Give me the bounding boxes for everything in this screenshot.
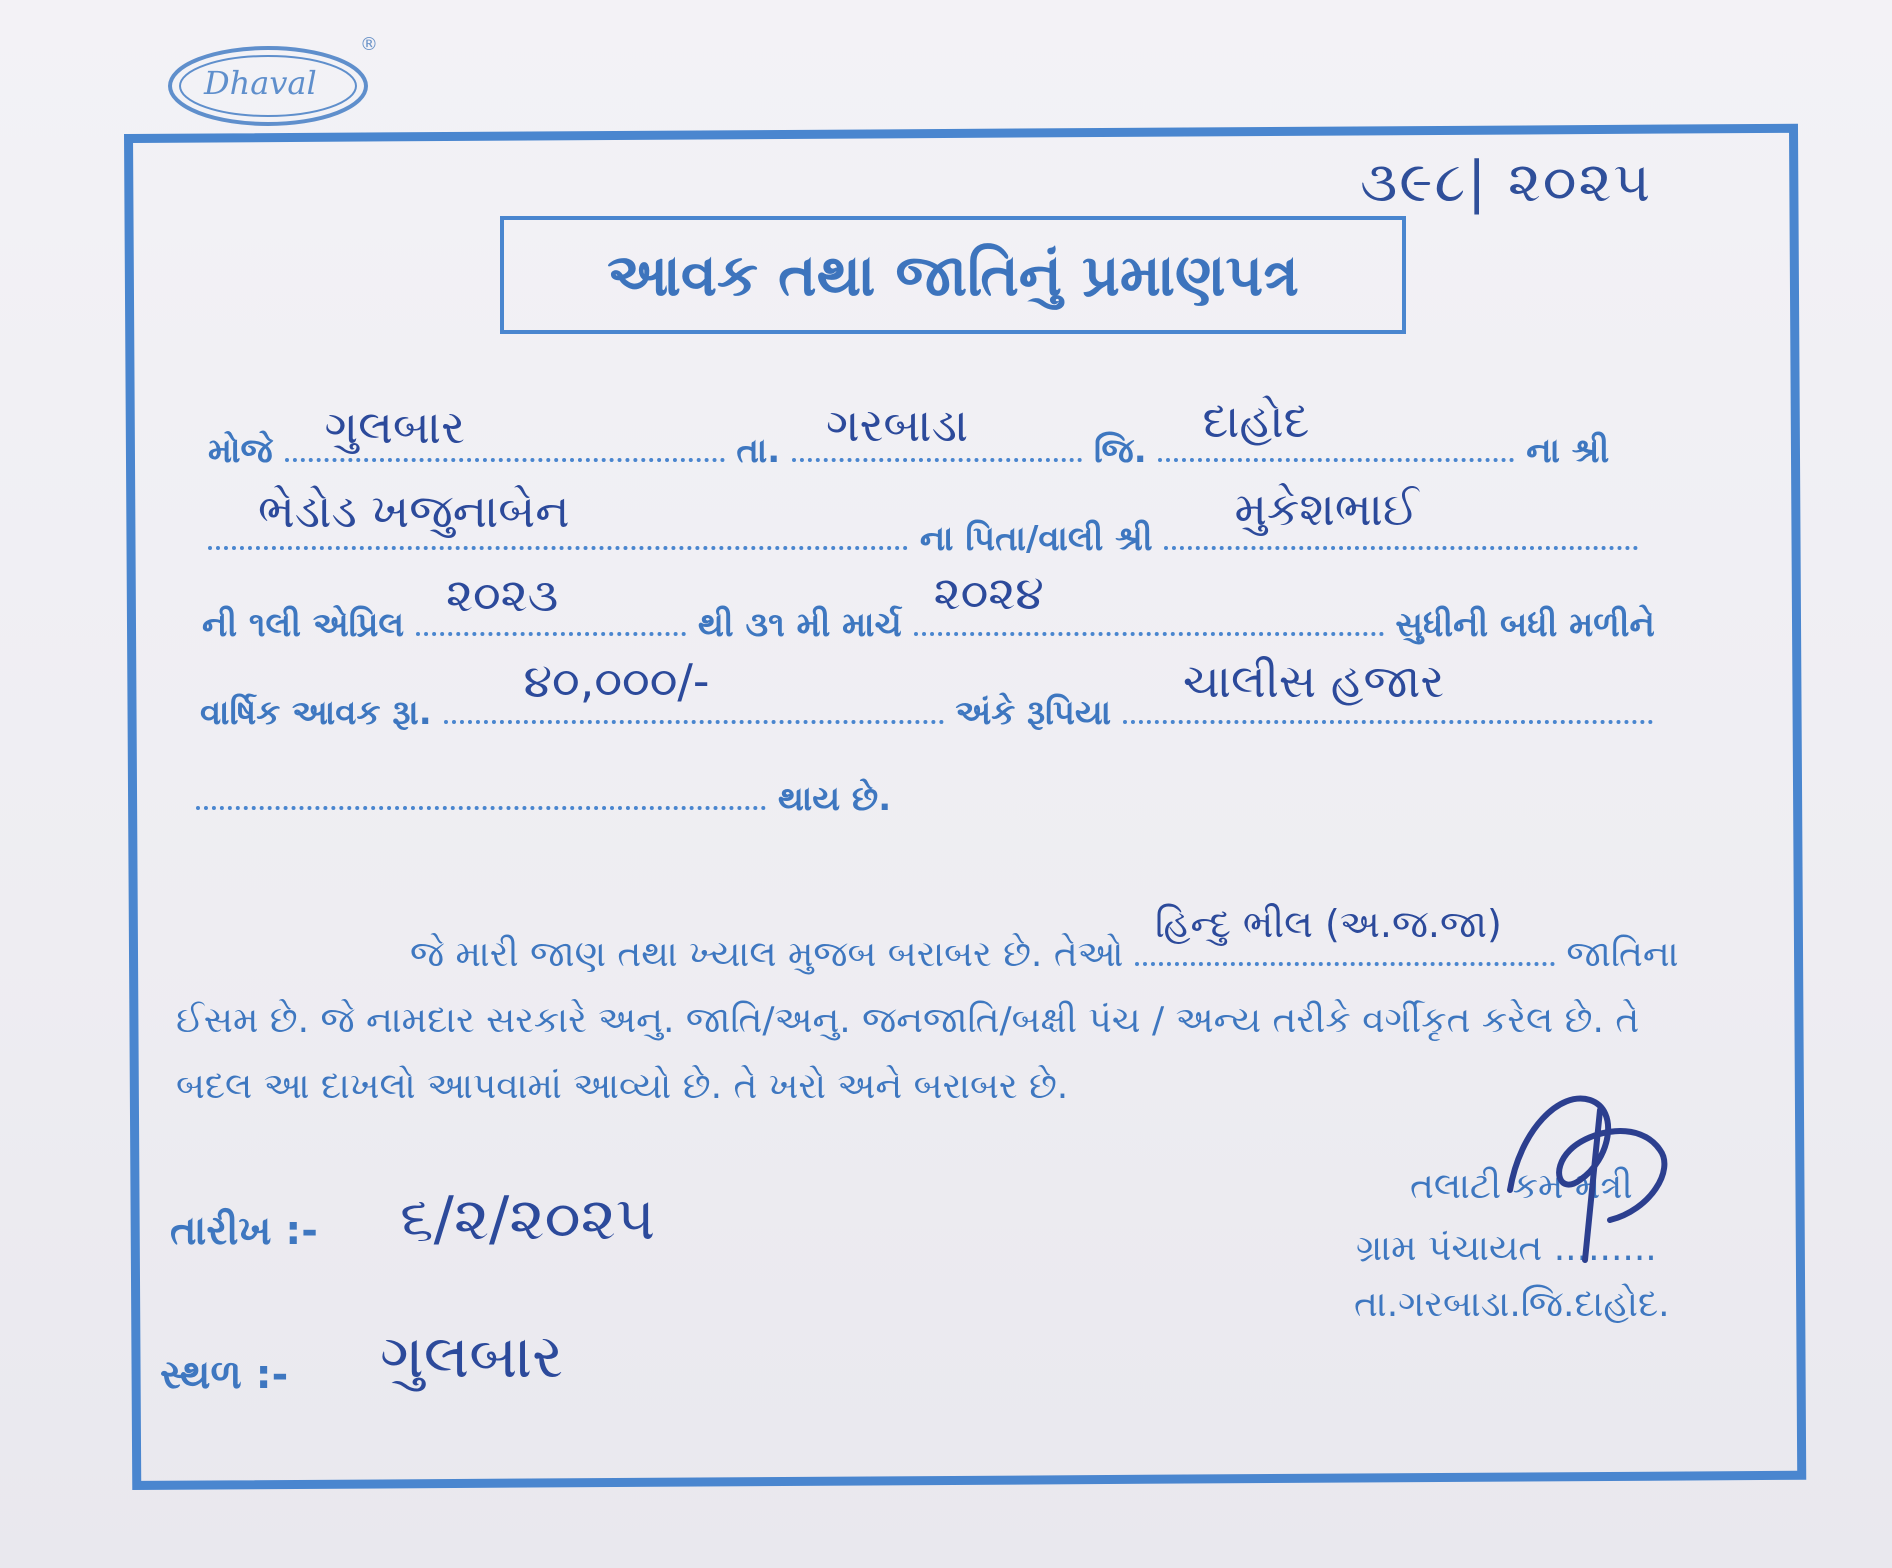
name-value: ભેડોડ ખજુનાબેન — [258, 484, 570, 538]
moje-label: મોજે — [208, 431, 273, 471]
registered-mark: ® — [360, 34, 378, 55]
words-field — [1123, 654, 1653, 724]
father-field — [1164, 482, 1638, 550]
ta-label: તા. — [736, 431, 781, 471]
certificate-title: આવક તથા જાતિનું પ્રમાણપત્ર — [607, 240, 1299, 309]
extra-field — [196, 776, 766, 810]
place-label: સ્થળ :- — [160, 1352, 289, 1398]
paragraph-line-2: ઈસમ છે. જે નામદાર સરકારે અનુ. જાતિ/અનુ. જનજાતિ/બક્ષી પંચ / અન્ય તરીકે વર્ગીકૃત કરેલ છે. તે — [176, 1000, 1640, 1041]
title-box — [500, 216, 1406, 334]
date-label: તારીખ :- — [170, 1208, 318, 1254]
stamp-line-2: ગ્રામ પંચાયત ......... — [1356, 1228, 1657, 1269]
from-field — [416, 568, 686, 636]
income-field — [444, 654, 944, 724]
ji-label: જિ. — [1093, 431, 1147, 471]
from-value: ૨૦૨૩ — [445, 568, 559, 622]
words-value: ચાલીસ હજાર — [1182, 654, 1445, 708]
stamp-line-3: તા.ગરબાડા.જિ.દાહોદ. — [1354, 1284, 1670, 1325]
name-field — [208, 484, 908, 550]
serial-number: ૩૯૮| ૨૦૨૫ — [1360, 150, 1653, 215]
ji-value: દાહોદ — [1202, 394, 1310, 448]
father-value: મુકેશભાઈ — [1234, 482, 1419, 536]
ji-field — [1158, 394, 1514, 462]
row-conclusion — [196, 776, 891, 819]
stamp-line-1: તલાટી કમ મંત્રી — [1410, 1166, 1633, 1207]
ta-field — [792, 398, 1082, 462]
father-label: ના પિતા/વાલી શ્રી — [919, 519, 1153, 559]
moje-field — [285, 400, 725, 462]
thay-che-label: થાય છે. — [777, 779, 892, 819]
total-label: સુધીની બધી મળીને — [1395, 605, 1655, 645]
row-village — [208, 394, 1610, 471]
date-value: ૬/૨/૨૦૨૫ — [400, 1184, 656, 1254]
na-shri-label: ના શ્રી — [1526, 431, 1610, 471]
logo-text: Dhaval — [204, 64, 317, 102]
signature-icon — [1490, 1070, 1710, 1270]
income-label: વાર્ષિક આવક રૂા. — [200, 693, 432, 733]
row-name — [208, 482, 1638, 559]
paragraph-line-3: બદલ આ દાખલો આપવામાં આવ્યો છે. તે ખરો અને બરાબર છે. — [176, 1066, 1069, 1107]
to-field — [914, 566, 1384, 636]
ta-value: ગરબાડા — [826, 398, 969, 452]
from-label: ની ૧લી એપ્રિલ — [202, 605, 405, 645]
moje-value: ગુલબાર — [324, 400, 465, 454]
row-period — [202, 566, 1655, 645]
to-value: ૨૦૨૪ — [933, 566, 1044, 620]
to-label: થી ૩૧ મી માર્ચ — [697, 605, 902, 645]
caste-value: હિન્દુ ભીલ (અ.જ.જા) — [1154, 902, 1502, 946]
income-value: ૪૦,૦૦૦/- — [523, 654, 710, 708]
caste-field — [1135, 902, 1555, 966]
row-income — [200, 654, 1653, 733]
paragraph-start: જે મારી જાણ તથા ખ્યાલ મુજબ બરાબર છે. તેઓ — [410, 934, 1124, 975]
paragraph-end: જાતિના — [1566, 934, 1679, 975]
paragraph-line-1 — [410, 902, 1679, 976]
words-label: અંકે રૂપિયા — [955, 693, 1112, 733]
place-value: ગુલબાર — [380, 1322, 564, 1392]
